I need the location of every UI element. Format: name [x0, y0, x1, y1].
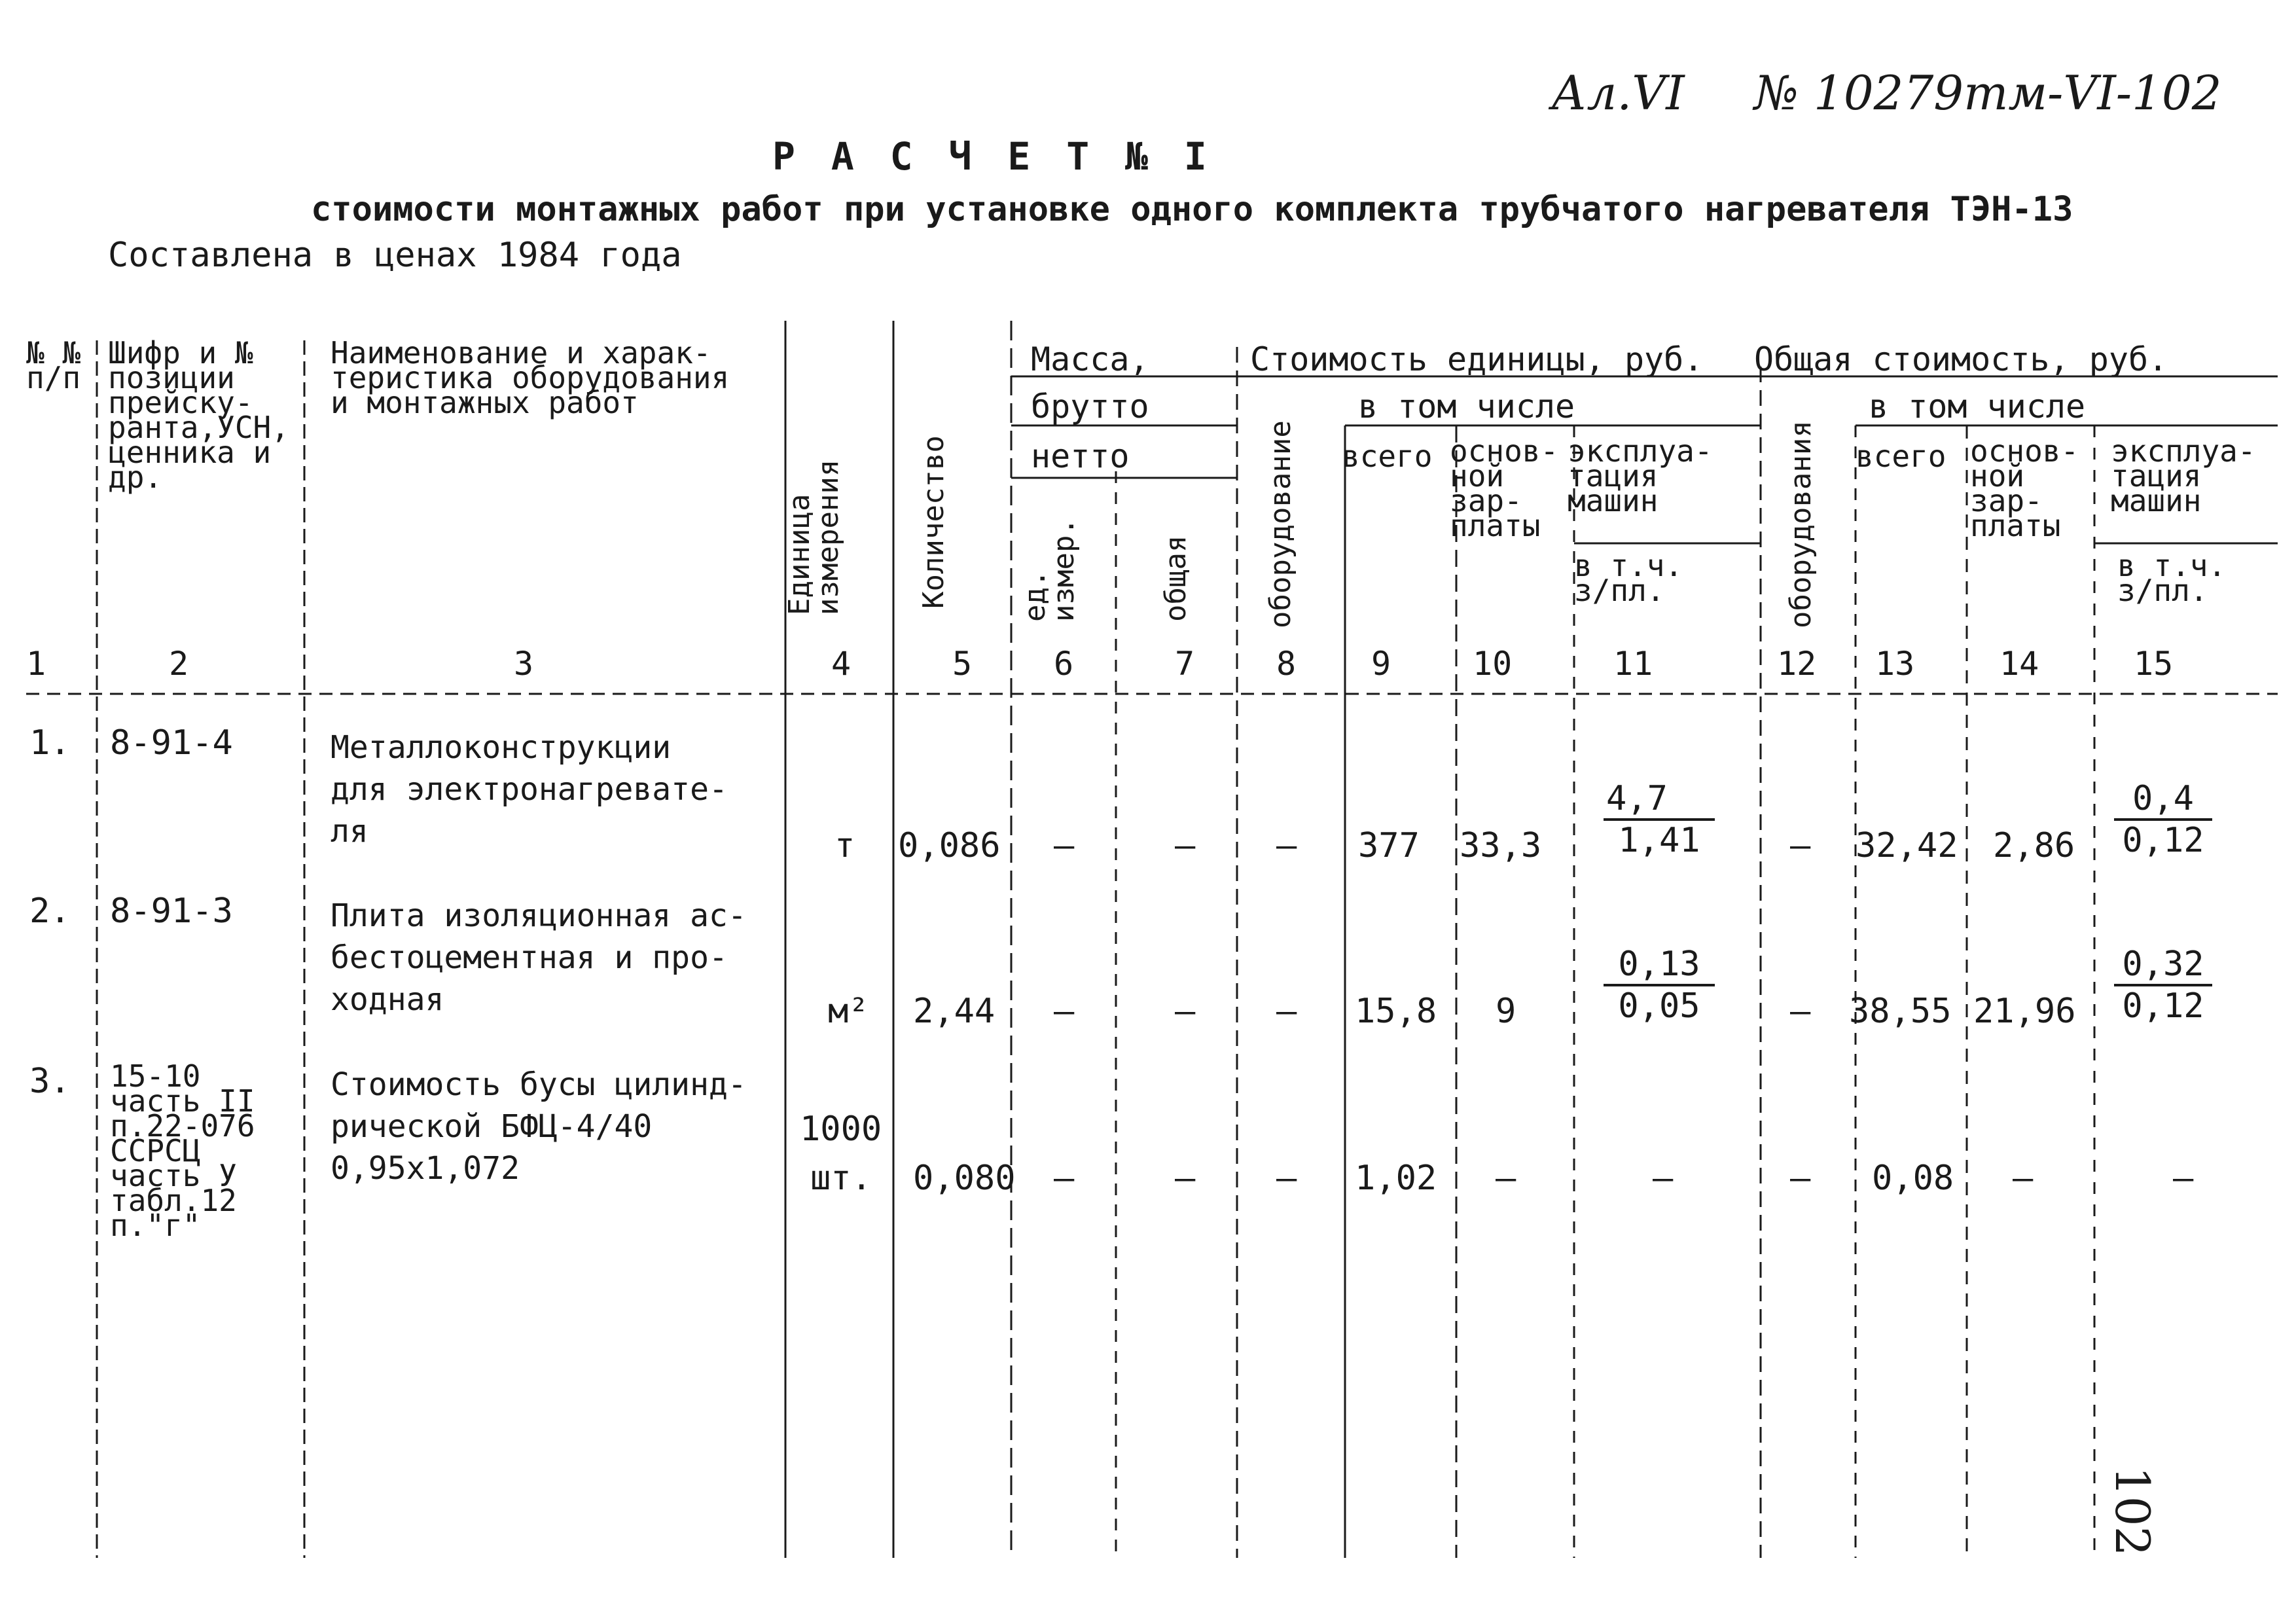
header-mass: Масса, [1031, 340, 1149, 378]
row-2-unit: м² [828, 992, 869, 1031]
column-number: 9 [1371, 645, 1391, 683]
row-1-name: Металлоконструкции для электронагревате- ля [331, 729, 728, 850]
header-equipment-total: оборудования [1784, 420, 1818, 628]
column-number: 13 [1875, 645, 1915, 683]
header-name: Наименование и харак- теристика оборудования и монтажных работ [331, 335, 730, 420]
row-3-c10: – [1496, 1159, 1516, 1198]
header-netto: нетто [1031, 437, 1130, 475]
row-3-unit: шт. [810, 1159, 872, 1198]
row-1-code: 8-91-4 [110, 723, 233, 763]
row-3-c6: – [1054, 1159, 1075, 1198]
header-total-unit: всего [1342, 439, 1433, 474]
column-number: 7 [1175, 645, 1195, 683]
row-3-c12: – [1790, 1159, 1811, 1198]
row-2-c15 [2114, 945, 2212, 1026]
header-total-sum: всего [1856, 439, 1946, 474]
row-2-code: 8-91-3 [110, 892, 233, 931]
header-code: Шифр и № позиции прейску- ранта,УСН, ценника и др. [108, 335, 289, 495]
row-3-c13: 0,08 [1872, 1159, 1954, 1198]
row-2-c10: 9 [1496, 992, 1516, 1031]
column-number: 15 [2134, 645, 2174, 683]
row-2-name: Плита изоляционная ас- бестоцементная и про- ходная [331, 897, 747, 1018]
row-2-c6: – [1054, 992, 1075, 1031]
header-machine-salary-total: в т.ч. з/пл. [2117, 548, 2227, 608]
row-3-c8: – [1276, 1159, 1297, 1198]
row-2-c7: – [1175, 992, 1196, 1031]
row-1-c15-top: 0,4 [2114, 779, 2212, 821]
row-2-c15-top: 0,32 [2114, 945, 2212, 986]
header-including-2: в том числе [1869, 388, 2086, 425]
column-number: 10 [1473, 645, 1513, 683]
row-2-quantity: 2,44 [913, 992, 996, 1031]
row-1-c12: – [1790, 826, 1811, 865]
row-1-c9: 377 [1358, 826, 1420, 865]
column-number: 8 [1276, 645, 1297, 683]
column-number: 2 [169, 645, 189, 683]
row-1-c13: 32,42 [1856, 826, 1958, 865]
header-row-number: № № п/п [26, 335, 81, 395]
page-subtitle: стоимости монтажных работ при установке одного комплекта трубчатого нагревателя ТЭН-13 [311, 190, 2073, 229]
header-machine-operation-unit: эксплуа- тация машин [1568, 433, 1713, 518]
row-1-c11-bottom: 1,41 [1618, 821, 1700, 860]
row-3-number: 3. [29, 1062, 71, 1101]
prices-note: Составлена в ценах 1984 года [108, 236, 682, 275]
row-3-c11: – [1653, 1159, 1674, 1198]
row-2-c9: 15,8 [1355, 992, 1437, 1031]
row-1-c8: – [1276, 826, 1297, 865]
page-title: Р А С Ч Е Т № I [772, 134, 1213, 179]
header-unit-cost: Стоимость единицы, руб. [1250, 340, 1704, 378]
header-base-salary-unit: основ- ной зар- платы [1450, 433, 1559, 543]
row-3-c7: – [1175, 1159, 1196, 1198]
row-3-c15: – [2173, 1159, 2194, 1198]
row-3-c9: 1,02 [1355, 1159, 1437, 1198]
row-3-unit-top: 1000 [800, 1110, 882, 1149]
row-1-c14: 2,86 [1993, 826, 2075, 865]
row-1-c15-bottom: 0,12 [2122, 821, 2204, 860]
doc-number-handwritten: № 10279тм-VI-102 [1754, 65, 2222, 120]
row-2-c8: – [1276, 992, 1297, 1031]
header-unit-measure: ед. измер. [1018, 518, 1081, 622]
row-2-c11-top: 0,13 [1604, 945, 1715, 986]
row-1-unit: т [834, 826, 855, 865]
row-2-c14: 21,96 [1973, 992, 2076, 1031]
row-2-c11 [1604, 945, 1715, 1026]
column-number: 6 [1054, 645, 1074, 683]
header-base-salary-total: основ- ной зар- платы [1970, 433, 2079, 543]
row-1-c11 [1604, 779, 1715, 860]
row-2-c13: 38,55 [1849, 992, 1952, 1031]
row-3-code: 15-10 часть II п.22-076 ССРСЦ часть У табл.12 п."г" [110, 1058, 255, 1243]
row-1-c11-top: 4,7 [1604, 779, 1715, 821]
row-3-quantity: 0,080 [913, 1159, 1016, 1198]
header-machine-salary-unit: в т.ч. з/пл. [1574, 548, 1683, 608]
header-brutto: брутто [1031, 388, 1149, 425]
row-1-c6: – [1054, 826, 1075, 865]
header-equipment: оборудование [1264, 420, 1297, 628]
row-1-number: 1. [29, 723, 71, 763]
row-1-c7: – [1175, 826, 1196, 865]
row-2-c11-bottom: 0,05 [1618, 986, 1700, 1026]
column-number: 4 [831, 645, 852, 683]
header-total-cost: Общая стоимость, руб. [1754, 340, 2168, 378]
header-including-1: в том числе [1358, 388, 1575, 425]
row-2-number: 2. [29, 892, 71, 931]
row-3-c14: – [2013, 1159, 2034, 1198]
header-quantity: Количество [917, 435, 950, 609]
album-handwritten: Ал.VI [1551, 65, 1685, 120]
header-machine-operation-total: эксплуа- тация машин [2111, 433, 2256, 518]
row-2-c15-bottom: 0,12 [2122, 986, 2204, 1026]
column-number: 5 [952, 645, 973, 683]
column-number: 14 [2000, 645, 2039, 683]
row-2-c12: – [1790, 992, 1811, 1031]
header-total-mass: общая [1159, 535, 1193, 622]
column-number: 11 [1613, 645, 1653, 683]
row-1-quantity: 0,086 [898, 826, 1001, 865]
column-number: 1 [26, 645, 46, 683]
row-1-c10: 33,3 [1460, 826, 1542, 865]
row-1-c15 [2114, 779, 2212, 860]
header-unit: Единица измерения [783, 459, 845, 615]
page-number: 102 [2105, 1466, 2160, 1557]
column-number: 12 [1777, 645, 1817, 683]
row-3-name: Стоимость бусы цилинд- рической БФЦ-4/40 0,95х1,072 [331, 1066, 747, 1187]
column-number: 3 [514, 645, 534, 683]
